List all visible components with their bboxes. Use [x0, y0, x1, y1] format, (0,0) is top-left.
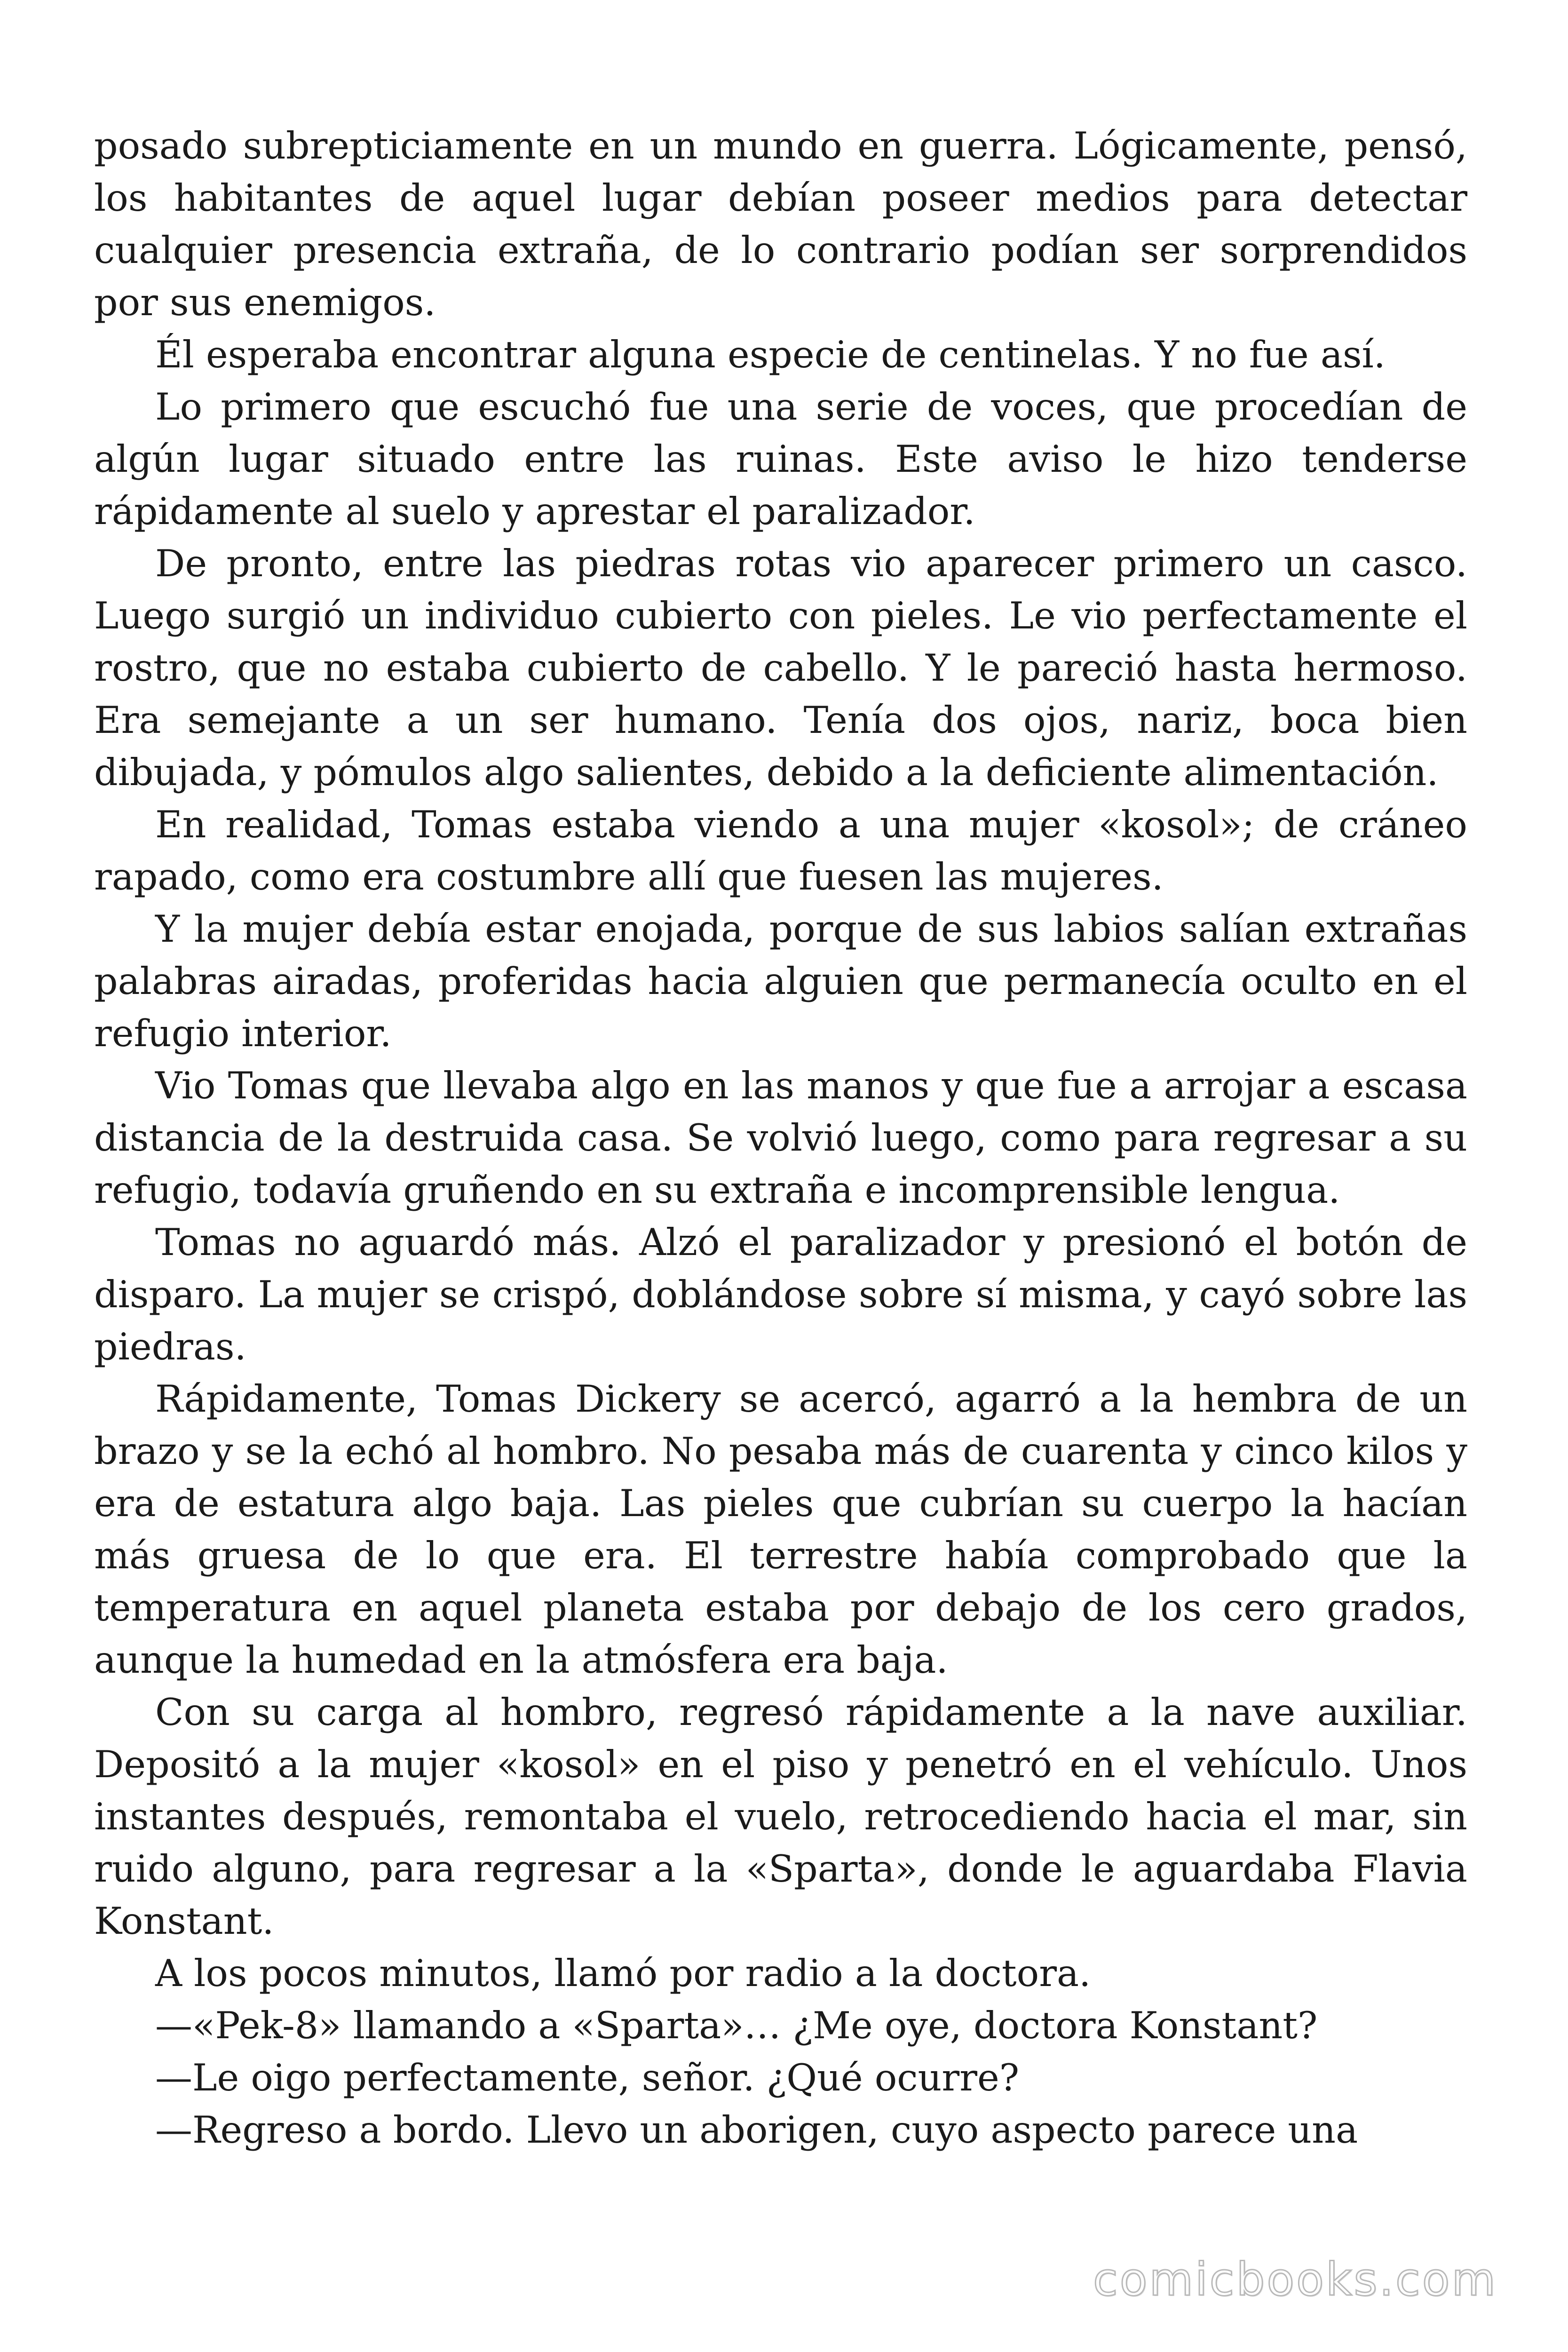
dialogue-line: —Le oigo perfectamente, señor. ¿Qué ocurre? [155, 2056, 1020, 2099]
paragraph: Lo primero que escuchó fue una serie de voces, que procedían de algún lugar situado entre las ruinas. Este aviso le hizo tenderse rápidamente al suelo y aprestar el paralizador. [94, 385, 1467, 533]
paragraph: Vio Tomas que llevaba algo en las manos y que fue a arrojar a escasa distancia de la destruida casa. Se volvió luego, como para regresar a su refugio, todavía gruñendo en su extraña e incomprensible lengua. [94, 1064, 1467, 1212]
dialogue-line: —«Pek-8» llamando a «Sparta»… ¿Me oye, doctora Konstant? [155, 2004, 1318, 2047]
paragraph: Rápidamente, Tomas Dickery se acercó, agarró a la hembra de un brazo y se la echó al hombro. No pesaba más de cuarenta y cinco kilos y era de estatura algo baja. Las pieles que cubrían su cuerpo la hacían más gruesa de lo que era. El terrestre había comprobado que la temperatura en aquel planeta estaba por debajo de los cero grados, aunque la humedad en la atmósfera era baja. [94, 1377, 1467, 1682]
paragraph: En realidad, Tomas estaba viendo a una mujer «kosol»; de cráneo rapado, como era costumbre allí que fuesen las mujeres. [94, 803, 1467, 898]
watermark: comicbooks.com [1093, 2253, 1497, 2306]
paragraph: De pronto, entre las piedras rotas vio aparecer primero un casco. Luego surgió un individuo cubierto con pieles. Le vio perfectamente el rostro, que no estaba cubierto de cabello. Y le pareció hasta hermoso. Era semejante a un ser humano. Tenía dos ojos, nariz, boca bien dibujada, y pómulos algo salientes, debido a la deficiente alimentación. [94, 542, 1467, 794]
paragraph: Él esperaba encontrar alguna especie de centinelas. Y no fue así. [155, 333, 1386, 376]
paragraph: Tomas no aguardó más. Alzó el paralizador y presionó el botón de disparo. La mujer se crispó, doblándose sobre sí misma, y cayó sobre las piedras. [94, 1221, 1467, 1368]
paragraph: Y la mujer debía estar enojada, porque de sus labios salían extrañas palabras airadas, proferidas hacia alguien que permanecía oculto en el refugio interior. [94, 907, 1467, 1055]
paragraph: A los pocos minutos, llamó por radio a la doctora. [155, 1952, 1091, 1995]
paragraph: Con su carga al hombro, regresó rápidamente a la nave auxiliar. Depositó a la mujer «kosol» en el piso y penetró en el vehículo. Unos instantes después, remontaba el vuelo, retrocediendo hacia el mar, sin ruido alguno, para regresar a la «Sparta», donde le aguardaba Flavia Konstant. [94, 1691, 1467, 1943]
dialogue-line: —Regreso a bordo. Llevo un aborigen, cuyo aspecto parece una [155, 2108, 1358, 2152]
paragraph: posado subrepticiamente en un mundo en guerra. Lógicamente, pensó, los habitantes de aquel lugar debían poseer medios para detectar cualquier presencia extraña, de lo contrario podían ser sorprendidos por sus enemigos. [94, 124, 1467, 324]
body-text [94, 120, 1467, 2156]
